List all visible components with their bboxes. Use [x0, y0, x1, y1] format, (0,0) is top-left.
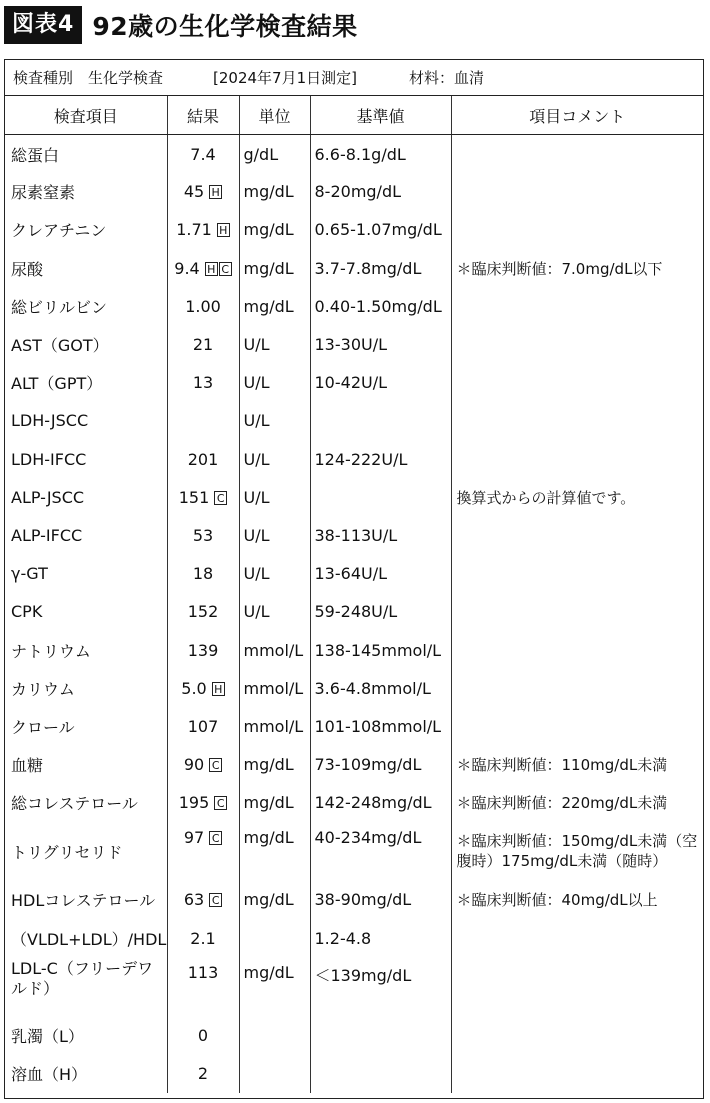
cell-result [167, 746, 239, 784]
cell-comment [451, 211, 703, 249]
figure-tag: 図表4 [4, 6, 82, 44]
cell-reference: 0.65-1.07mg/dL [310, 211, 451, 249]
result-value: 113 [187, 963, 219, 983]
result-value: 13 [192, 373, 214, 393]
cell-result [167, 516, 239, 554]
cell-unit [239, 919, 310, 957]
table-row [5, 555, 703, 593]
cell-result [167, 325, 239, 363]
cell-result [167, 478, 239, 516]
table-row [5, 784, 703, 822]
cell-unit: mg/dL [239, 957, 310, 1016]
cell-item: 総ビリルビン [5, 287, 167, 325]
cell-item: トリグリセリド [5, 822, 167, 881]
cell-comment [451, 919, 703, 957]
cell-comment [451, 1016, 703, 1054]
cell-reference: 0.40-1.50mg/dL [310, 287, 451, 325]
cell-item: ALT（GPT） [5, 364, 167, 402]
result-value: 5.0 [181, 678, 207, 698]
flag-badge: H [209, 185, 222, 199]
cell-item: クロール [5, 707, 167, 745]
table-row [5, 211, 703, 249]
cell-item: 血糖 [5, 746, 167, 784]
measure-date: [2024年7月1日測定] [213, 69, 357, 87]
cell-reference: 38-90mg/dL [310, 881, 451, 919]
cell-unit: mg/dL [239, 173, 310, 211]
cell-unit: g/dL [239, 135, 310, 173]
flag-group [208, 890, 222, 909]
cell-unit: mg/dL [239, 249, 310, 287]
cell-unit: U/L [239, 325, 310, 363]
result-value: 2 [197, 1064, 209, 1084]
cell-reference [310, 1016, 451, 1054]
figure-title [4, 4, 358, 46]
flag-group [216, 220, 230, 239]
result-value: 139 [187, 640, 219, 660]
cell-comment: ＊臨床判断値：220mg/dL未満 [456, 794, 668, 813]
table-row [5, 631, 703, 669]
cell-unit: mmol/L [239, 631, 310, 669]
cell-unit: mg/dL [239, 211, 310, 249]
cell-result [167, 631, 239, 669]
cell-comment: ＊臨床判断値：40mg/dL以上 [456, 891, 658, 910]
result-value: 201 [187, 449, 219, 469]
table-row [5, 440, 703, 478]
table-row [5, 249, 703, 287]
table-row [5, 593, 703, 631]
table-row [5, 919, 703, 957]
cell-result [167, 1054, 239, 1092]
result-value: 151 [178, 487, 210, 507]
cell-reference [310, 478, 451, 516]
flag-group [213, 793, 227, 812]
cell-comment: ＊臨床判断値：7.0mg/dL以下 [456, 259, 663, 278]
table-row [5, 173, 703, 211]
cell-unit: U/L [239, 555, 310, 593]
table-row [5, 402, 703, 440]
cell-reference: 13-64U/L [310, 555, 451, 593]
result-value: 7.4 [190, 145, 216, 165]
table-row [5, 516, 703, 554]
cell-item: LDL-C（フリーデワルド） [5, 957, 167, 1016]
cell-item: （VLDL+LDL）/HDL [5, 919, 167, 957]
material: 材料：血清 [408, 69, 484, 87]
cell-comment: 換算式からの計算値です。 [456, 488, 636, 507]
cell-comment [451, 364, 703, 402]
cell-comment [451, 1054, 703, 1092]
cell-reference: 3.7-7.8mg/dL [310, 249, 451, 287]
cell-result [167, 135, 239, 173]
cell-reference: ＜139mg/dL [310, 957, 451, 1016]
cell-item: 総コレステロール [5, 784, 167, 822]
cell-unit: U/L [239, 364, 310, 402]
flag-group [213, 488, 227, 507]
table-row [5, 287, 703, 325]
cell-comment [451, 669, 703, 707]
cell-item: クレアチニン [5, 211, 167, 249]
cell-item: ALP-JSCC [5, 478, 167, 516]
result-value: 90 [183, 755, 205, 775]
cell-reference: 13-30U/L [310, 325, 451, 363]
flag-group [208, 828, 222, 847]
cell-unit: mg/dL [239, 784, 310, 822]
cell-reference: 138-145mmol/L [310, 631, 451, 669]
col-header-item: 検査項目 [5, 96, 167, 135]
table-row [5, 881, 703, 919]
cell-unit: U/L [239, 478, 310, 516]
cell-item: カリウム [5, 669, 167, 707]
cell-unit: mg/dL [239, 822, 310, 881]
result-value: 97 [183, 827, 205, 847]
cell-item: LDH-JSCC [5, 402, 167, 440]
cell-item: 尿酸 [5, 249, 167, 287]
cell-unit: U/L [239, 516, 310, 554]
flag-group [208, 755, 222, 774]
table-header-row [5, 96, 703, 135]
cell-item: γ-GT [5, 555, 167, 593]
cell-unit [239, 1016, 310, 1054]
result-value: 195 [178, 793, 210, 813]
cell-result [167, 669, 239, 707]
cell-unit: mg/dL [239, 746, 310, 784]
cell-reference: 6.6-8.1g/dL [310, 135, 451, 173]
table-row [5, 135, 703, 173]
cell-comment [451, 173, 703, 211]
flag-badge: C [209, 758, 222, 772]
cell-unit: mmol/L [239, 707, 310, 745]
cell-item: CPK [5, 593, 167, 631]
cell-comment: ＊臨床判断値：110mg/dL未満 [456, 756, 668, 775]
cell-reference [310, 402, 451, 440]
col-header-reference: 基準値 [310, 96, 451, 135]
table-body [5, 135, 703, 1093]
result-sheet [4, 59, 704, 1099]
flag-badge: H [217, 223, 230, 237]
cell-unit: U/L [239, 440, 310, 478]
cell-result [167, 707, 239, 745]
cell-result [167, 249, 239, 287]
cell-comment [451, 135, 703, 173]
table-row [5, 707, 703, 745]
flag-badge: C [214, 491, 227, 505]
result-value: 63 [183, 890, 205, 910]
cell-item: LDH-IFCC [5, 440, 167, 478]
cell-reference: 38-113U/L [310, 516, 451, 554]
cell-comment [451, 957, 703, 1016]
cell-reference: 3.6-4.8mmol/L [310, 669, 451, 707]
cell-comment [451, 707, 703, 745]
cell-result [167, 957, 239, 1016]
flag-group [211, 679, 225, 698]
flag-badge: C [219, 262, 232, 276]
cell-item: 乳濁（L） [5, 1016, 167, 1054]
result-value: 2.1 [190, 928, 216, 948]
results-table [5, 96, 703, 1093]
cell-result [167, 784, 239, 822]
cell-comment [451, 325, 703, 363]
table-row [5, 1054, 703, 1092]
cell-reference: 1.2-4.8 [310, 919, 451, 957]
result-value: 1.00 [185, 296, 221, 316]
cell-reference: 40-234mg/dL [310, 822, 451, 881]
cell-unit [239, 1054, 310, 1092]
cell-result [167, 402, 239, 440]
cell-comment [451, 402, 703, 440]
flag-badge: C [209, 893, 222, 907]
figure-heading: 92歳の生化学検査結果 [92, 12, 358, 41]
cell-item: 尿素窒素 [5, 173, 167, 211]
col-header-unit: 単位 [239, 96, 310, 135]
cell-reference: 142-248mg/dL [310, 784, 451, 822]
cell-result [167, 593, 239, 631]
cell-result [167, 822, 239, 881]
cell-unit: mg/dL [239, 881, 310, 919]
cell-result [167, 555, 239, 593]
cell-unit: U/L [239, 402, 310, 440]
cell-reference: 101-108mmol/L [310, 707, 451, 745]
result-value: 9.4 [174, 258, 200, 278]
cell-reference [310, 1054, 451, 1092]
cell-unit: U/L [239, 593, 310, 631]
cell-result [167, 211, 239, 249]
cell-result [167, 881, 239, 919]
flag-badge: H [212, 682, 225, 696]
col-header-result: 結果 [167, 96, 239, 135]
flag-group [208, 182, 222, 201]
cell-comment [451, 593, 703, 631]
col-header-comment: 項目コメント [451, 96, 703, 135]
result-value: 53 [192, 525, 214, 545]
table-row [5, 822, 703, 881]
result-value: 107 [187, 716, 219, 736]
test-type: 検査種別 生化学検査 [13, 69, 164, 87]
cell-item: HDLコレステロール [5, 881, 167, 919]
cell-comment [451, 440, 703, 478]
table-row [5, 957, 703, 1016]
cell-item: 総蛋白 [5, 135, 167, 173]
cell-comment [451, 516, 703, 554]
cell-comment: ＊臨床判断値：150mg/dL未満（空腹時）175mg/dL未満（随時） [456, 832, 698, 871]
cell-reference: 10-42U/L [310, 364, 451, 402]
cell-result [167, 364, 239, 402]
table-row [5, 1016, 703, 1054]
cell-item: ナトリウム [5, 631, 167, 669]
cell-reference: 124-222U/L [310, 440, 451, 478]
cell-unit: mmol/L [239, 669, 310, 707]
cell-item: 溶血（H） [5, 1054, 167, 1092]
table-row [5, 325, 703, 363]
table-row [5, 669, 703, 707]
cell-result [167, 919, 239, 957]
result-value: 1.71 [176, 220, 212, 240]
result-value: 21 [192, 335, 214, 355]
flag-badge: C [209, 831, 222, 845]
cell-result [167, 1016, 239, 1054]
cell-item: ALP-IFCC [5, 516, 167, 554]
flag-badge: H [205, 262, 218, 276]
cell-comment [451, 287, 703, 325]
flag-group [204, 259, 232, 278]
flag-badge: C [214, 796, 227, 810]
cell-result [167, 173, 239, 211]
result-value: 45 [183, 182, 205, 202]
cell-reference: 73-109mg/dL [310, 746, 451, 784]
cell-unit: mg/dL [239, 287, 310, 325]
cell-reference: 59-248U/L [310, 593, 451, 631]
cell-result [167, 287, 239, 325]
table-row [5, 364, 703, 402]
result-value: 18 [192, 564, 214, 584]
table-row [5, 478, 703, 516]
cell-comment [451, 631, 703, 669]
result-value: 152 [187, 602, 219, 622]
meta-row [5, 60, 703, 96]
cell-item: AST（GOT） [5, 325, 167, 363]
cell-reference: 8-20mg/dL [310, 173, 451, 211]
result-value: 0 [197, 1025, 209, 1045]
table-row [5, 746, 703, 784]
cell-comment [451, 555, 703, 593]
cell-result [167, 440, 239, 478]
